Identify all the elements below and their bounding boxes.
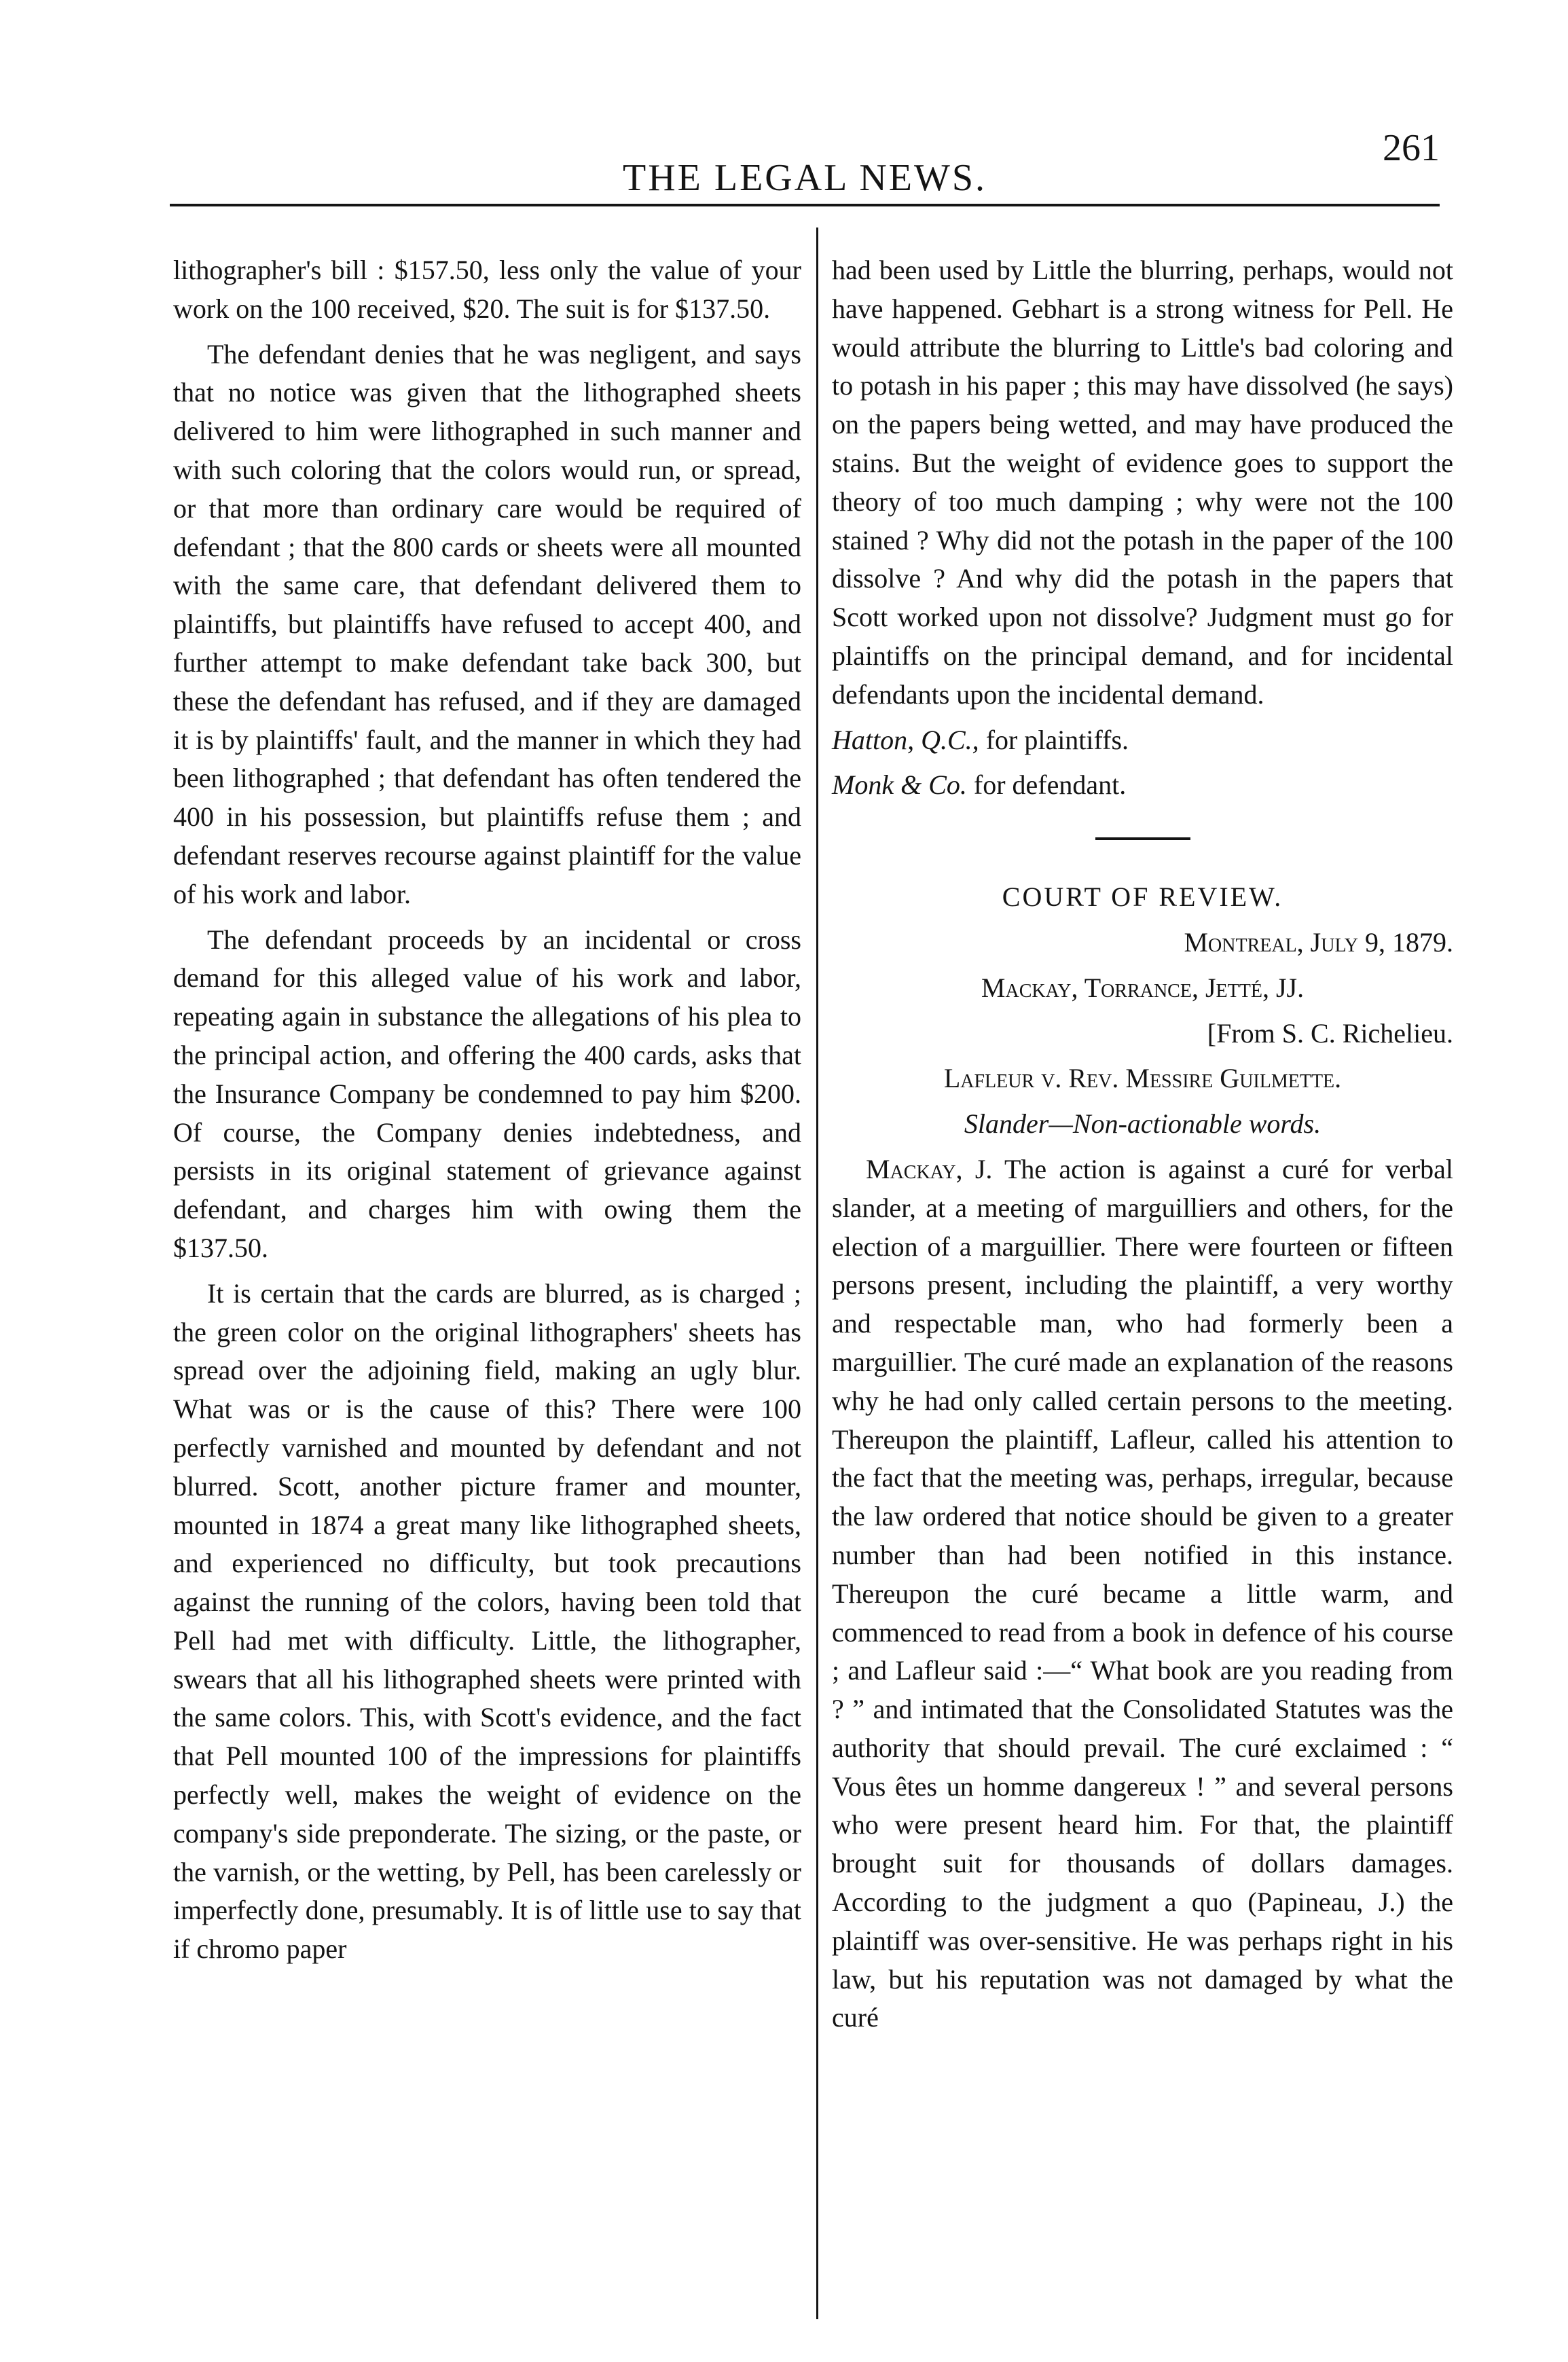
paragraph: had been used by Little the blurring, perhaps, would not have happened. Gebhart is a strong witness for Pell. He would attribute the blurring to Little's bad coloring and to potash in his paper ; this may have dissolved (he says) on the papers being wetted, and may have produced the stains. But the weight of evidence goes to support the theory of too much damping ; why were not the 100 stained ? Why did not the potash in the paper of the 100 dissolve ? And why did the potash in the papers that Scott worked upon not dissolve? Judgment must go for plaintiffs on the principal demand, and for incidental defendants upon the incidental demand. [832,255,1453,710]
counsel-role: for defendant. [973,769,1127,801]
section-title: COURT OF REVIEW. [1002,882,1283,913]
column-divider [816,228,818,2319]
paragraph: The defendant proceeds by an incidental or cross demand for this alleged value of his work and labor, repeating again in substance the allegations of his plea to the principal action, and offering the 400 cards, asks that the Insurance Company be condemned to pay him $200. Of course, the Company denies indebtedness, and persists in its original statement of grievance against defendant, and charges him with owing them the $137.50. [173,924,801,1263]
dateline: Montreal, July 9, 1879. [1184,926,1453,958]
counsel-role: for plaintiffs. [985,724,1129,755]
paragraph: The defendant denies that he was negligent, and says that no notice was given that the lithographed sheets delivered to him were lithographed in such manner and with such coloring that the colors would run, or spread, or that more than ordinary care would be required of defendant ; that the 800 cards or sheets were all mounted with the same care, that defendant delivered them to plaintiffs, but plaintiffs have refused to accept 400, and further attempt to make defendant take back 300, but these the defendant has refused, and if they are damaged it is by plaintiffs' fault, and the manner in which they had been lithographed ; that defendant has often tendered the 400 in his possession, but plaintiffs refuse them ; and defendant reserves recourse against plaintiff for the value of his work and labor. [173,338,801,909]
judges: Mackay, Torrance, Jetté, JJ. [981,972,1305,1003]
paragraph: It is certain that the cards are blurred, as is charged ; the green color on the original lithographers' sheets has spread over the adjoining field, making an ugly blur. What was or is the cause of this? There were 100 perfectly varnished and mounted by defendant and not blurred. Scott, another picture framer and mounter, mounted in 1874 a great many like lithographed sheets, and experienced no difficulty, but took precautions against the running of the colors, having been told that Pell had met with difficulty. Little, the lithographer, swears that all his lithographed sheets were printed with the same colors. This, with Scott's evidence, and the fact that Pell mounted 100 of the impressions for plaintiffs perfectly well, makes the weight of evidence on the company's side preponderate. The sizing, or the paste, or the varnish, or the wetting, by Pell, has been carelessly or imperfectly done, presumably. It is of little use to say that if chromo paper [173,1277,801,1965]
left-column [173,251,801,1976]
right-column [832,251,1453,2044]
case-subject: Slander—Non-actionable words. [964,1108,1321,1140]
section-divider [1095,837,1190,840]
opinion-text: The action is against a curé for verbal slander, at a meeting of marguilliers and others, for the election of a marguillier. There were fourteen or fifteen persons present, including the plaintiff, a very worthy and respectable man, who had formerly been a marguillier. The curé made an explanation of the reasons why he had only called certain persons to the meeting. Thereupon the plaintiff, Lafleur, called his attention to the fact that the meeting was, perhaps, irregular, because the law ordered that notice should be given to a greater number than had been notified in this instance. Thereupon the curé became a little warm, and commenced to read from a book in defence of his course ; and Lafleur said :—“ What book are you reading from ? ” and intimated that the Consolidated Statutes was the authority that should prevail. The curé exclaimed : “ Vous êtes un homme dangereux ! ” and several persons who were present heard him. For that, the plaintiff brought suit for thousands of dollars damages. According to the judgment a quo (Papineau, J.) the plaintiff was over-sensitive. He was perhaps right in his law, but his reputation was not damaged by what the curé [832,1153,1453,2033]
source-court: [From S. C. Richelieu. [1207,1017,1453,1049]
paragraph: lithographer's bill : $157.50, less only the value of your work on the 100 received, $20. The suit is for $137.50. [173,255,801,324]
header-rule [170,204,1440,206]
case-title: Lafleur v. Rev. Messire Guilmette. [943,1063,1342,1094]
counsel-name: Hatton, Q.C., [832,724,979,755]
page-number: 261 [1383,127,1440,169]
counsel-line [832,721,1453,760]
page-header [170,102,1440,204]
counsel-name: Monk & Co. [832,769,967,801]
running-title: THE LEGAL NEWS. [623,157,987,199]
counsel-line [832,766,1453,805]
opinion-author: Mackay, J. [866,1153,993,1184]
opinion-paragraph [832,1150,1453,2037]
